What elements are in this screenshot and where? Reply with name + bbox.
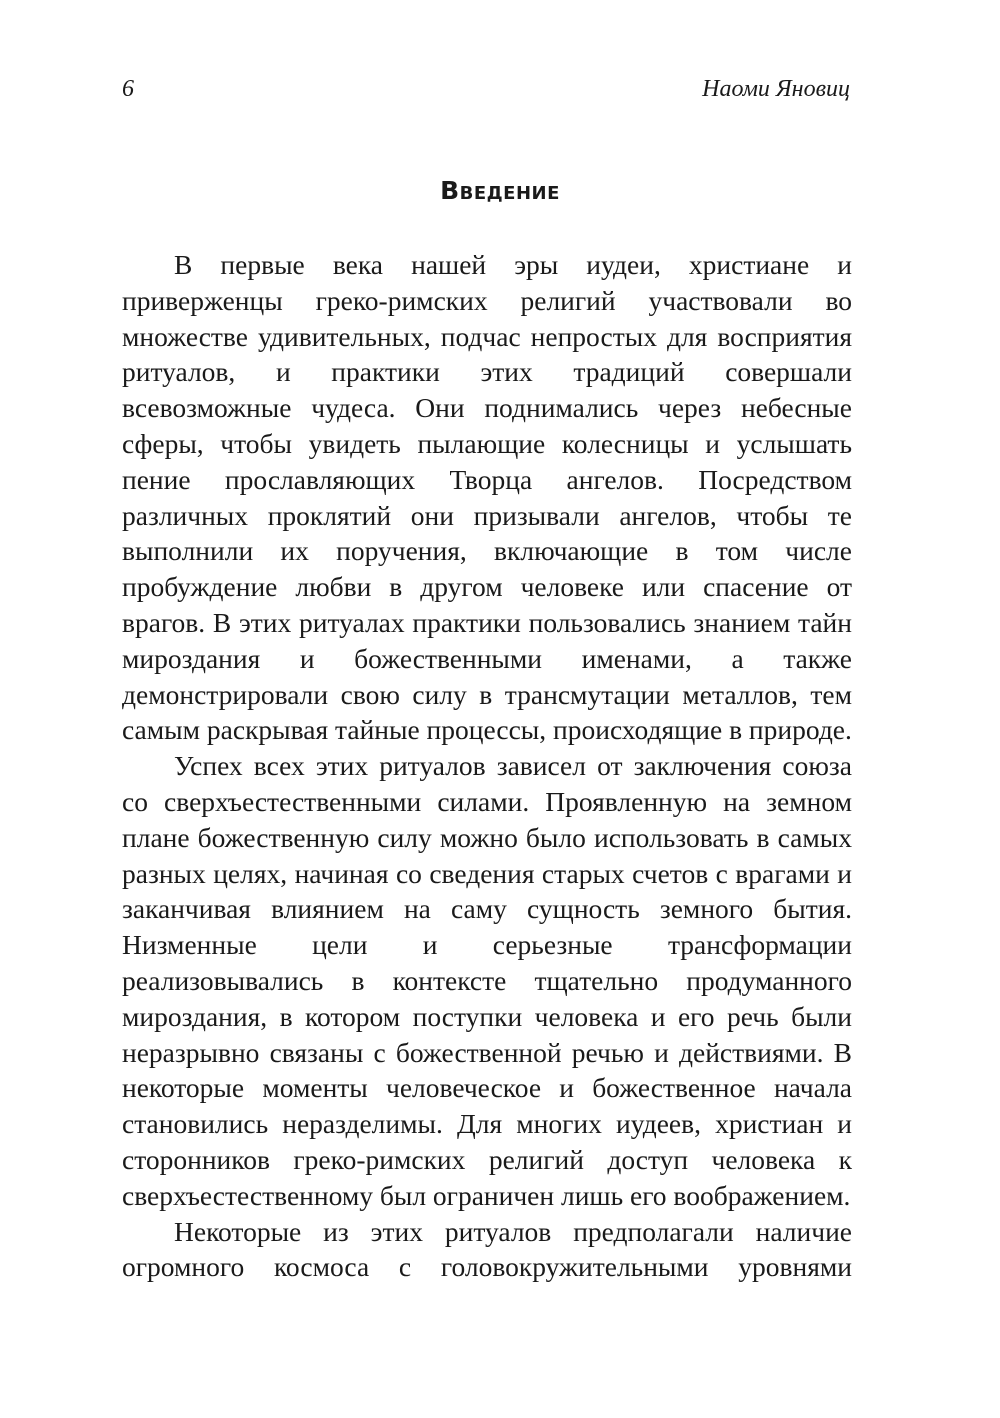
- paragraph-2: Успех всех этих ритуалов зависел от заключения союза со сверхъестественными силами. Проявленную на земном плане божественную силу можно было использовать в самых разных целях, начиная со сведения старых счетов с врагами и заканчивая влиянием на саму сущность земного бытия. Низменные цели и серьезные трансформации реализовывались в контексте тщательно продуманного мироздания, в котором поступки человека и его речь были неразрывно связаны с божественной речью и действиями. В некоторые моменты человеческое и божественное начала становились неразделимы. Для многих иудеев, христиан и сторонников греко-римских религий доступ человека к сверхъестественному был ограничен лишь его воображением.: [122, 750, 852, 1211]
- paragraph-3: Некоторые из этих ритуалов предполагали наличие огромного космоса с головокружительными уровнями: [122, 1215, 852, 1283]
- body-text: [122, 247, 852, 1285]
- running-head-author: Наоми Яновиц: [702, 76, 850, 102]
- paragraph-1: В первые века нашей эры иудеи, христиане и приверженцы греко-римских религий участвовали во множестве удивительных, подчас непростых для восприятия ритуалов, и практики этих традиций совершали всевозможные чудеса. Они поднимались через небесные сферы, чтобы увидеть пылающие колесницы и услышать пение прославляющих Творца ангелов. Посредством различных проклятий они призывали ангелов, чтобы те выполнили их поручения, включающие в том числе пробуждение любви в другом человеке или спасение от врагов. В этих ритуалах практики пользовались знанием тайн мироздания и божественными именами, а также демонстрировали свою силу в трансмутации металлов, тем самым раскрывая тайные процессы, происходящие в природе.: [122, 249, 852, 746]
- chapter-title: Введение: [440, 176, 560, 205]
- page-number: 6: [122, 76, 134, 102]
- running-head: [122, 76, 850, 106]
